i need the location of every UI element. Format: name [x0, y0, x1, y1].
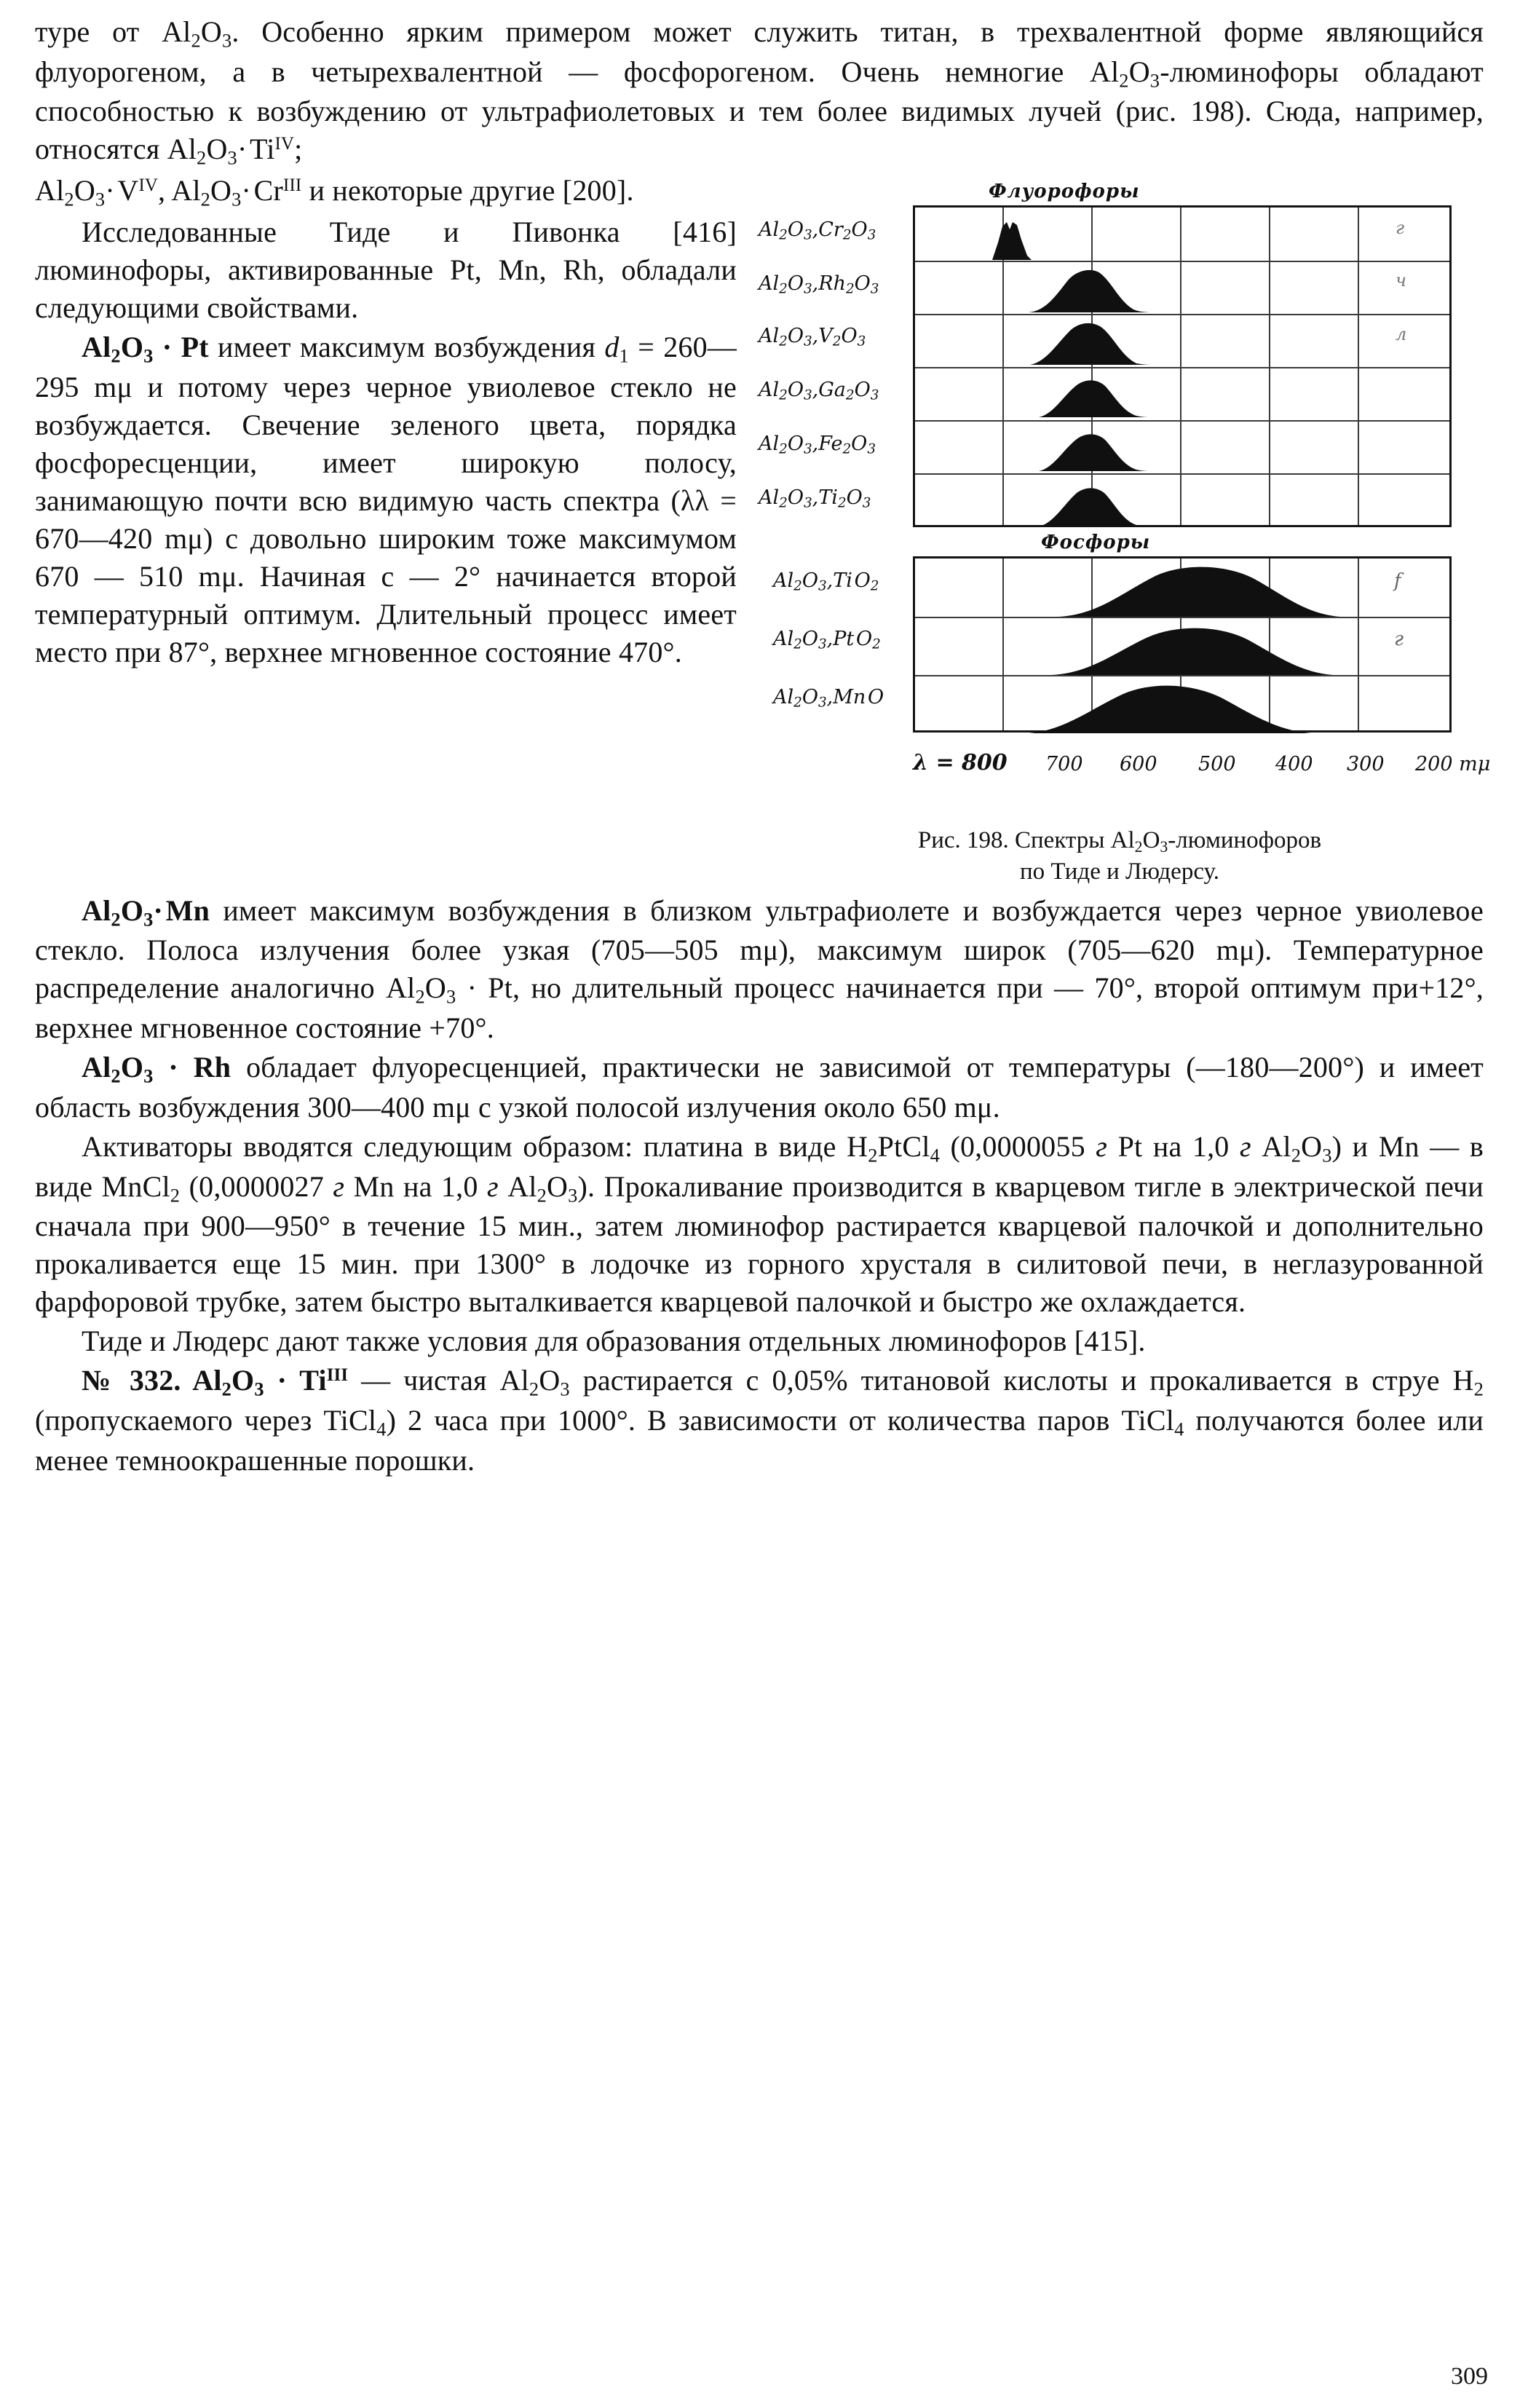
right-mark-5: г	[1394, 628, 1404, 651]
axis-tick-500: 500	[1198, 753, 1236, 776]
figure-198	[756, 181, 1491, 888]
row-label-fe2o3: $Al_2O_3,Fe_2O_3$	[759, 433, 876, 457]
axis-tick-400: 400	[1275, 753, 1313, 776]
paragraph-rh: $Al_2O_3 \cdot Rh$ обладает флуоресценцией, практически не зависимой от температуры (—180—200°) и имеет область возбуждения 300—400 mμ с узкой полосой излучения около 650 mμ.	[35, 1051, 1484, 1124]
peak-cr2o3	[985, 218, 1072, 260]
row-label-ti2o3: $Al_2O_3,Ti_2O_3$	[759, 486, 871, 511]
page-content	[35, 13, 1491, 1481]
row-label-rh2o3: $Al_2O_3,Rh_2O_3$	[759, 272, 879, 297]
row-label-ga2o3: $Al_2O_3,Ga_2O_3$	[759, 379, 879, 403]
right-mark-4: f	[1394, 570, 1401, 593]
axis-tick-600: 600	[1120, 753, 1157, 776]
figure-caption	[756, 826, 1484, 888]
fluorophores-grid	[913, 205, 1452, 527]
peak-rh2o3	[1024, 266, 1163, 312]
figure-text-wrap	[35, 172, 1491, 892]
peak-tio2	[1053, 563, 1345, 617]
paragraph-332: № 332. $Al_2O_3 \cdot Ti^{III}$ — чистая $Al_2O_3$ растирается с 0,05% титановой кислоты и прокаливается в струе $H_2$ (пропускаемого через TiCl$_4$) 2 часа при 1000°. В зависимости от количества паров TiCl$_4$ получаются более или менее темноокрашенные порошки.	[35, 1364, 1484, 1477]
paragraph-mn: $Al_2O_3\cdot$ Mn имеет максимум возбуждения в близком ультрафиолете и возбуждается через черное увиолевое стекло. Полоса излучения более узкая (705—505 mμ), максимум широк (705—620 mμ). Температурное распределение аналогично $Al_2O_3 \cdot Pt$, но длительный процесс начинается при — 70°, второй оптимум при+12°, верхнее мгновенное состояние +70°.	[35, 893, 1484, 1045]
figure-section-title-fluorophores: Флуорофоры	[989, 181, 1140, 203]
figure-plot-area	[756, 181, 1491, 821]
paragraph-tide-pivonka: Исследованные Тиде и Пивонка [416] люминофоры, активированные Pt, Mn, Rh, обладали следующими свойствами.	[35, 215, 737, 324]
figure-caption-line2: по Тиде и Людерсу.	[1020, 858, 1219, 885]
peak-ga2o3	[1032, 374, 1155, 417]
tail-paragraphs	[35, 892, 1484, 1480]
peak-pto2	[1046, 623, 1337, 675]
row-label-tio2: $Al_2O_3,Ti$ $O_2$	[773, 569, 879, 594]
axis-tick-700: 700	[1045, 753, 1083, 776]
peak-ti2o3	[1032, 481, 1155, 526]
figure-caption-line1: Рис. 198. Спектры $Al_2O_3$-люминофоров	[917, 827, 1322, 856]
phosphors-grid	[913, 556, 1452, 733]
axis-lambda-label: λ = 800	[913, 750, 1008, 776]
peak-mno	[1024, 681, 1315, 733]
right-mark-1: г	[1396, 218, 1405, 239]
axis-tick-200: 200 mμ	[1415, 753, 1491, 776]
paragraph-tide-luders: Тиде и Людерс дают также условия для образования отдельных люминофоров [415].	[82, 1325, 1146, 1358]
page-number: 309	[1451, 2363, 1488, 2390]
row-label-v2o3: $Al_2O_3,V_2O_3$	[759, 325, 866, 350]
paragraph-top-cont: $Al_2O_3\cdot$ $V^{IV}$, $Al_2O_3\cdot$ $Cr^{III}$ и некоторые другие [200].	[35, 174, 634, 210]
peak-v2o3	[1024, 318, 1163, 365]
row-label-pto2: $Al_2O_3,Pt$ $O_2$	[773, 628, 881, 652]
figure-section-title-phosphors: Фосфоры	[1041, 532, 1151, 554]
row-label-cr2o3: $Al_2O_3,Cr_2O_3$	[759, 218, 876, 243]
paragraph-activators: Активаторы вводятся следующим образом: платина в виде $H_2PtCl_4$ (0,0000055 г Pt на 1,0 г $Al_2O_3$) и Mn — в виде MnCl$_2$ (0,0000027 г Mn на 1,0 г $Al_2O_3$). Прокаливание производится в кварцевом тигле в электрической печи сначала при 900—950° в течение 15 мин., затем люминофор растирается кварцевой палочкой и дополнительно прокаливается еще 15 мин. при 1300° в лодочке из горного хрусталя в силитовой печи, в неглазурованной фарфоровой трубке, затем быстро выталкивается кварцевой палочкой и быстро же охлаждается.	[35, 1129, 1484, 1319]
right-mark-3: л	[1396, 324, 1407, 345]
row-label-mno: $Al_2O_3,Mn$ O	[773, 686, 884, 711]
peak-fe2o3	[1032, 427, 1155, 471]
paragraph-pt: $Al_2O_3 \cdot Pt$ имеет максимум возбуждения $d_1$ = 260—295 mμ и потому через черное увиолевое стекло не возбуждается. Свечение зеленого цвета, порядка фосфоресценции, имеет широкую полосу, занимающую почти всю видимую часть спектра (λλ = 670—420 mμ) с довольно широким тоже максимумом 670 — 510 mμ. Начиная с — 2° начинается второй температурный оптимум. Длительный процесс имеет место при 87°, верхнее мгновенное состояние 470°.	[35, 330, 737, 668]
paragraph-top: туре от $Al_2O_3$. Особенно ярким примером может служить титан, в трехвалентной форме являющийся флуорогеном, а в четырехвалентной — фосфорогеном. Очень немногие $Al_2O_3$-люминофоры обладают способностью к возбуждению от ультрафиолетовых и тем более видимых лучей (рис. 198). Сюда, например, относятся $Al_2O_3\cdot$ $Ti^{IV}$;	[35, 15, 1484, 169]
right-mark-2: ч	[1396, 270, 1406, 291]
axis-tick-300: 300	[1347, 753, 1385, 776]
